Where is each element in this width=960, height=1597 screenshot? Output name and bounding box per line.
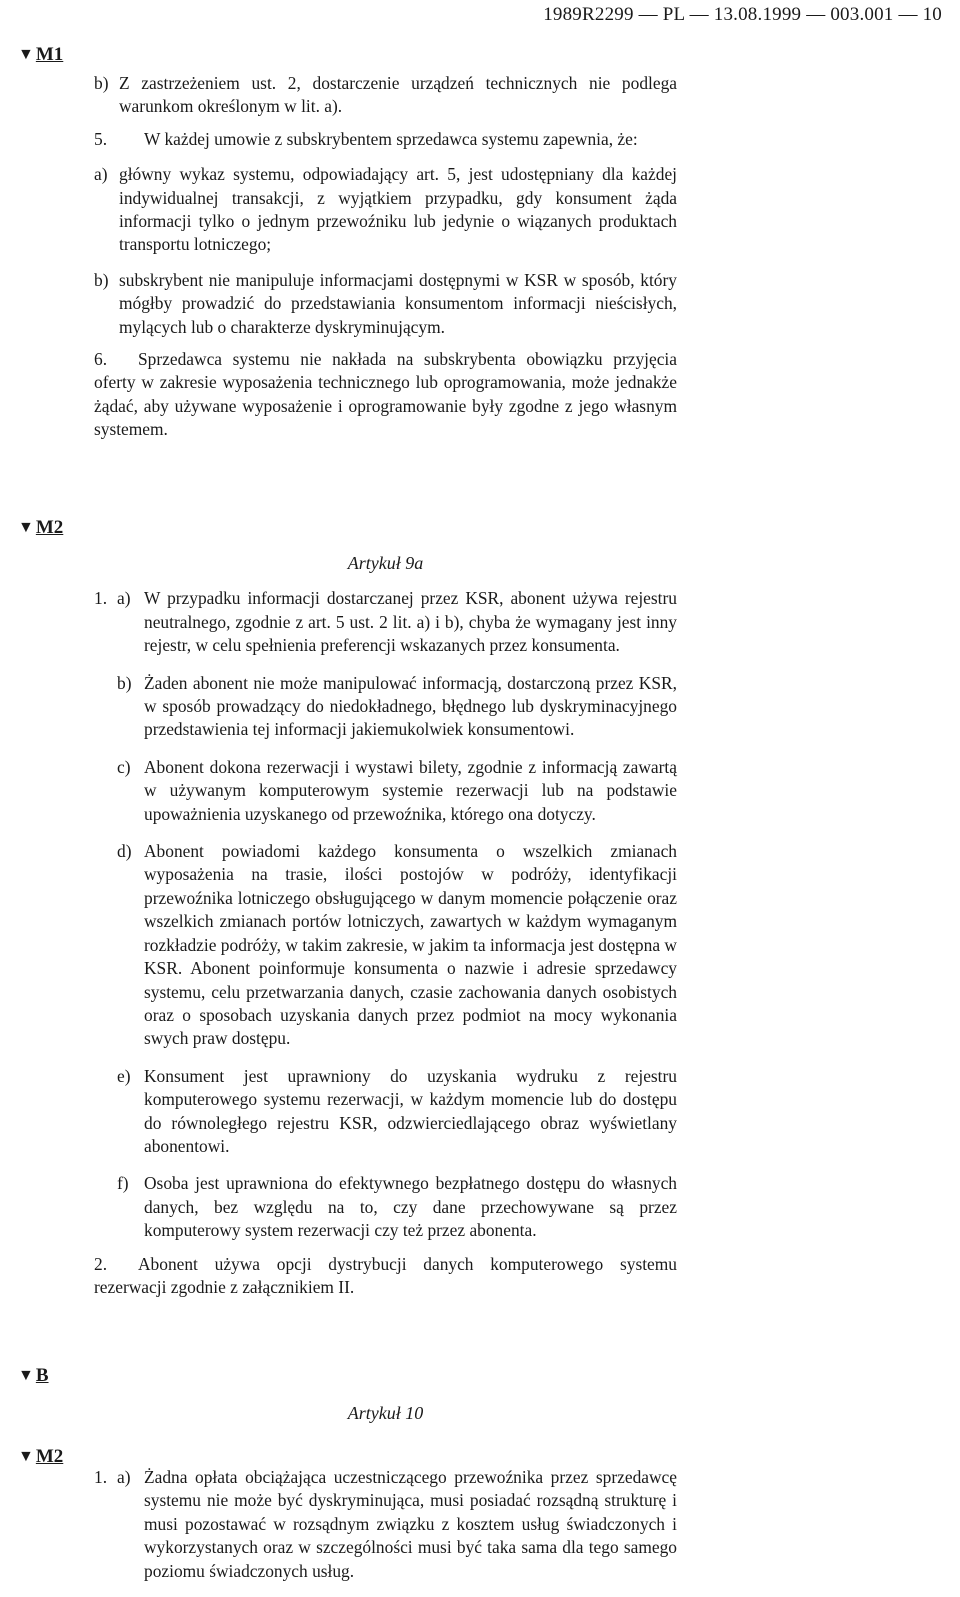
paragraph-5 xyxy=(94,128,677,151)
list-item xyxy=(94,840,677,1051)
item-text: W przypadku informacji dostarczanej przez KSR, abonent używa rejestru neutralnego, zgodnie z art. 5 ust. 2 lit. a) i b), chyba że wymagany jest inny rejestr, w celu spełnienia preferencji wskazanych przez konsumenta. xyxy=(144,588,677,656)
item-label: b) xyxy=(94,73,109,93)
paragraph-text: Sprzedawca systemu nie nakłada na subskrybenta obowiązku przyjęcia oferty w zakresie wyposażenia technicznego lub oprogramowania, może jednakże żądać, aby używane wyposażenie i oprogramowanie były zgodne z jego własnym systemem. xyxy=(94,349,677,440)
list-item xyxy=(94,163,677,257)
marker-label: M2 xyxy=(35,517,64,538)
item-text: Żaden abonent nie może manipulować informacją, dostarczoną przez KSR, w sposób prowadzący do niedokładnego, błędnego lub dyskryminacyjnego przedstawienia tej informacji jakiemukolwiek konsumentowi. xyxy=(144,672,677,740)
triangle-down-icon: ▼ xyxy=(18,1448,34,1465)
item-text: główny wykaz systemu, odpowiadający art. 5, jest udostępniany dla każdej indywidualnej transakcji, z wyjątkiem przypadku, gdy konsument żąda informacji tylko o jednym przewoźniku lub jedynie o wiązanych produktach transportu lotniczego; xyxy=(119,164,677,255)
paragraph-number: 1. xyxy=(94,588,108,609)
item-label: b) xyxy=(117,672,132,693)
item-text: Osoba jest uprawniona do efektywnego bezpłatnego dostępu do własnych danych, bez względu na to, czy dane przechowywane są przez komputerowy system rezerwacji czy też przez abonenta. xyxy=(144,1173,677,1241)
list-item xyxy=(94,587,677,657)
amendment-marker-m2[interactable] xyxy=(18,517,63,539)
item-label: e) xyxy=(117,1065,131,1086)
paragraph-number: 6. xyxy=(94,349,108,370)
article-title: Artykuł 10 xyxy=(347,1403,424,1423)
paragraph-number: 5. xyxy=(94,128,108,149)
item-text: Z zastrzeżeniem ust. 2, dostarczenie urządzeń technicznych nie podlega warunkom określonym w lit. a). xyxy=(119,73,677,117)
item-text: Konsument jest uprawniony do uzyskania wydruku z rejestru komputerowego systemu rezerwacji, w każdym momencie lub do dostępu do równoległego rejestru KSR, odzwierciedlającego obraz wyświetlany abonentowi. xyxy=(144,1065,677,1156)
triangle-down-icon: ▼ xyxy=(18,46,34,63)
document-header: 1989R2299 — PL — 13.08.1999 — 003.001 — 10 xyxy=(543,4,942,25)
amendment-marker-m1[interactable] xyxy=(18,44,63,66)
list-item xyxy=(94,1466,677,1583)
list-item xyxy=(94,269,677,339)
paragraph-number: 1. xyxy=(94,1467,108,1487)
item-label: a) xyxy=(117,588,131,609)
amendment-marker-b[interactable] xyxy=(18,1365,49,1387)
item-text: subskrybent nie manipuluje informacjami dostępnymi w KSR w sposób, który mógłby prowadzić do przedstawiania konsumentom informacji nieścisłych, mylących lub o charakterze dyskryminującym. xyxy=(119,269,677,337)
article-9a xyxy=(94,552,677,1299)
marker-label: M2 xyxy=(35,1446,64,1467)
paragraph-6 xyxy=(94,348,677,442)
list-item xyxy=(94,756,677,826)
paragraph-text: W każdej umowie z subskrybentem sprzedawca systemu zapewnia, że: xyxy=(144,128,638,149)
section-m1 xyxy=(94,72,677,442)
list-item xyxy=(94,1065,677,1159)
triangle-down-icon: ▼ xyxy=(18,1367,34,1384)
item-label: b) xyxy=(94,269,109,290)
article-title: Artykuł 9a xyxy=(347,553,424,573)
item-text: Żadna opłata obciążająca uczestniczącego przewoźnika przez sprzedawcę systemu nie może być dyskryminująca, musi posiadać rozsądną strukturę i musi pozostawać w rozsądnym związku z kosztem usług świadczonych i wykorzystanych oraz w szczególności musi być taka sama dla tego samego poziomu świadczonych usług. xyxy=(144,1467,677,1581)
triangle-down-icon: ▼ xyxy=(18,519,34,536)
article-10 xyxy=(94,1466,677,1583)
paragraph-text: Abonent używa opcji dystrybucji danych komputerowego systemu rezerwacji zgodnie z załącznikiem II. xyxy=(94,1253,677,1297)
list-item xyxy=(94,72,677,119)
item-label: a) xyxy=(117,1467,131,1487)
marker-label: B xyxy=(35,1365,49,1386)
item-label: a) xyxy=(94,164,108,185)
item-text: Abonent powiadomi każdego konsumenta o wszelkich zmianach wyposażenia na trasie, ilości postojów w podróży, identyfikacji przewoźnika lotniczego obsługującego w danym momencie połączenie oraz wszelkich zmianach portów lotniczych, zawartych w każdym wymaganym rozkładzie podróży, w takim zakresie, w jakim ta informacja jest dostępna w KSR. Abonent poinformuje konsumenta o nazwie i adresie sprzedawcy systemu, celu przetwarzania danych, czasie zachowania danych osobistych oraz o sposobach uzyskania danych przez podmiot na mocy wykonania swych praw dostępu. xyxy=(144,841,677,1049)
item-label: c) xyxy=(117,756,131,777)
marker-label: M1 xyxy=(35,44,64,65)
item-label: f) xyxy=(117,1173,129,1194)
article-10-heading xyxy=(94,1402,677,1425)
amendment-marker-m2[interactable] xyxy=(18,1446,63,1468)
list-item xyxy=(94,1172,677,1242)
paragraph-number: 2. xyxy=(94,1253,108,1274)
list-item xyxy=(94,672,677,742)
item-text: Abonent dokona rezerwacji i wystawi bilety, zgodnie z informacją zawartą w używanym komputerowym systemie rezerwacji lub na podstawie upoważnienia uzyskanego od przewoźnika, którego ona dotyczy. xyxy=(144,756,677,824)
paragraph-2 xyxy=(94,1253,677,1300)
item-label: d) xyxy=(117,841,132,862)
